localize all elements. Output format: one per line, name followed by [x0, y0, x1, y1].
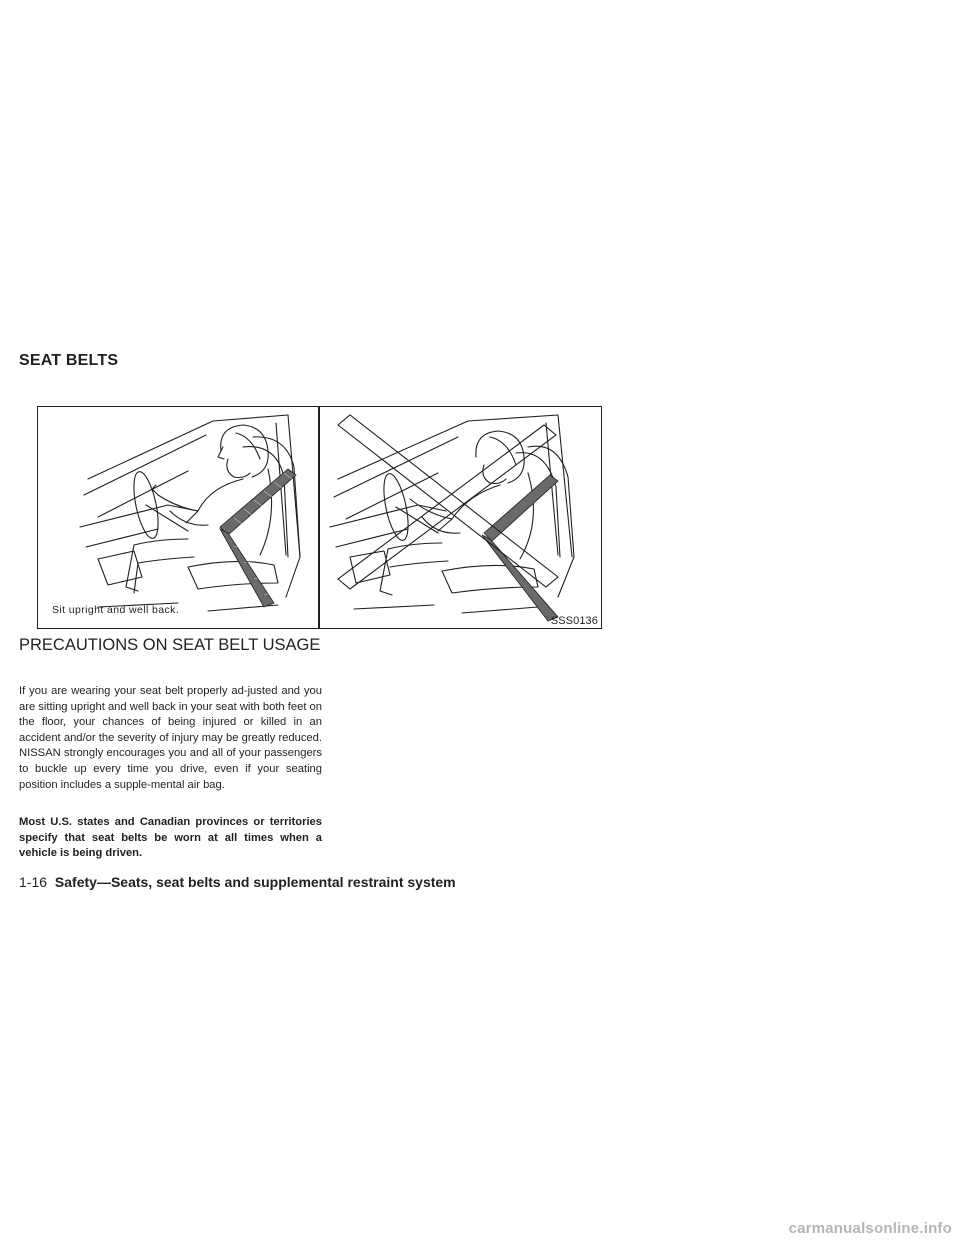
- article-paragraph-2: Most U.S. states and Canadian provinces or territories specify that seat belts be worn at all times when a vehicle is being driven.: [19, 816, 322, 860]
- seat-belt-illustration: [37, 406, 602, 629]
- illustration-drawing: [38, 407, 602, 629]
- watermark: carmanualsonline.info: [788, 1220, 952, 1237]
- figure-code: SSS0136: [550, 615, 598, 627]
- article-heading: PRECAUTIONS ON SEAT BELT USAGE: [19, 636, 321, 654]
- figure-caption: Sit upright and well back.: [52, 604, 180, 616]
- chapter-title: Safety—Seats, seat belts and supplemental restraint system: [54, 874, 456, 890]
- figure-divider: [318, 407, 320, 628]
- article-paragraph-1: If you are wearing your seat belt properly ad-justed and you are sitting upright and well back in your seat with both feet on the floor, your chances of being injured or killed in an accident and/or the severity of injury may be greatly reduced. NISSAN strongly encourages you and all of your passengers to buckle up every time you drive, even if your seating position includes a supple-mental air bag.: [19, 685, 322, 791]
- page-number: 1-16: [19, 874, 48, 890]
- section-title: SEAT BELTS: [19, 352, 119, 369]
- page-footer: [19, 874, 456, 890]
